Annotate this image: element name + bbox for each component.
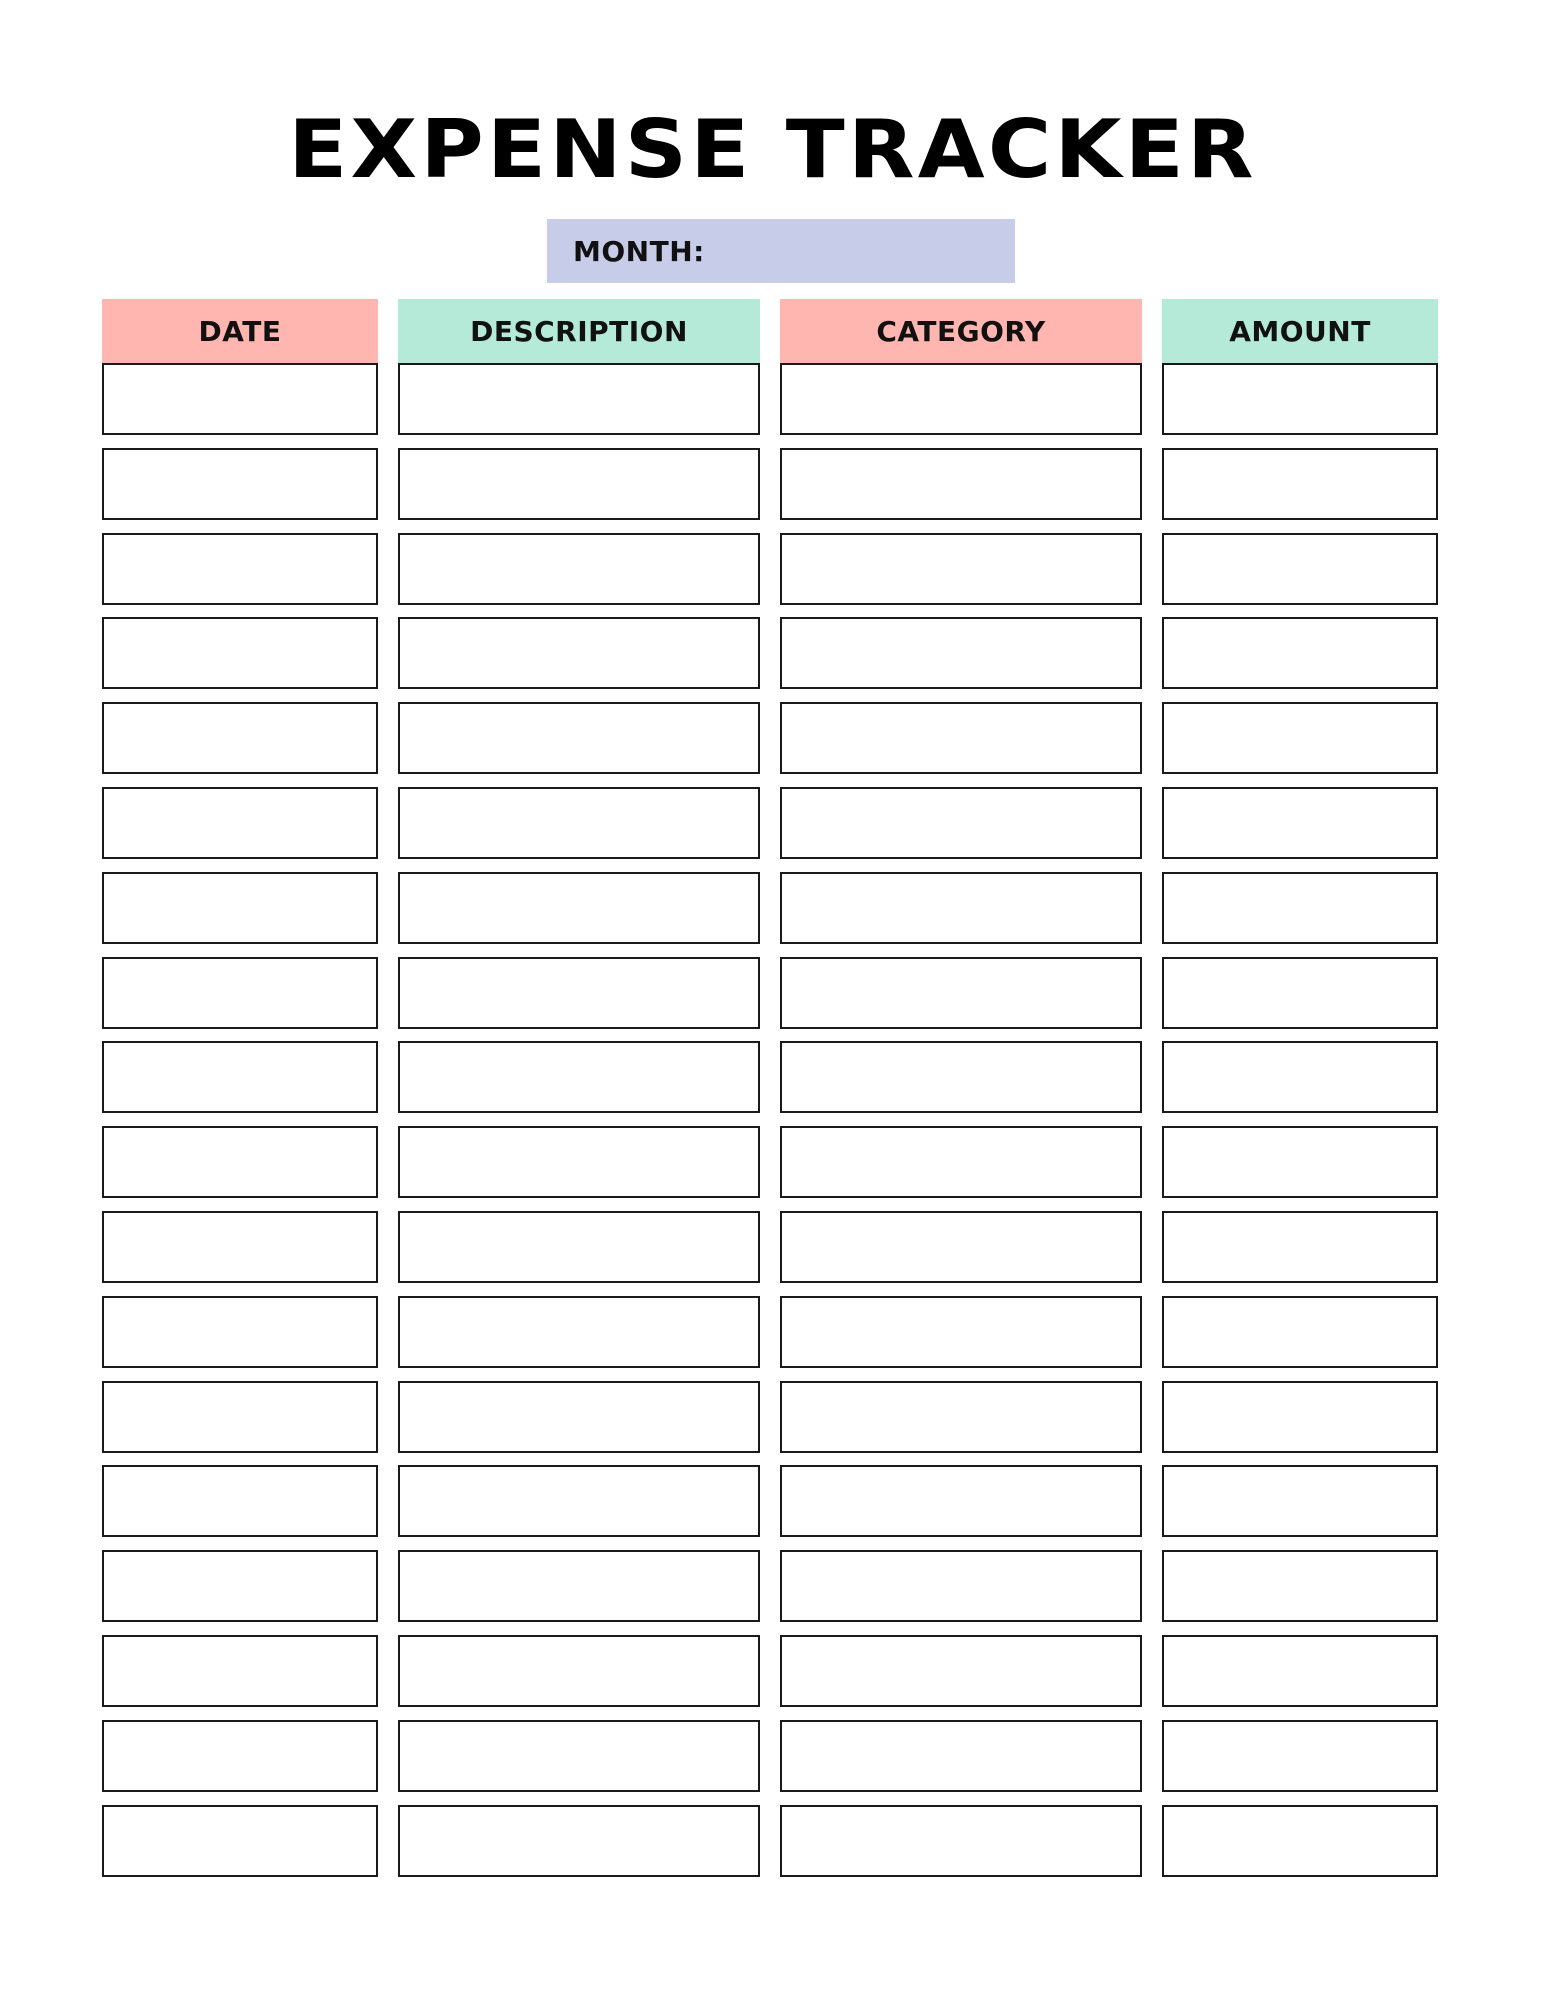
- table-cell-category[interactable]: [780, 1126, 1142, 1198]
- page-title: EXPENSE TRACKER: [288, 103, 1257, 196]
- table-cell-date[interactable]: [102, 1805, 378, 1877]
- table-cell-date[interactable]: [102, 448, 378, 520]
- table-cell-date[interactable]: [102, 617, 378, 689]
- table-cell-amount[interactable]: [1162, 1465, 1438, 1537]
- table-cell-amount[interactable]: [1162, 702, 1438, 774]
- table-cell-description[interactable]: [398, 957, 760, 1029]
- table-cell-date[interactable]: [102, 872, 378, 944]
- table-cell-category[interactable]: [780, 1805, 1142, 1877]
- table-cell-category[interactable]: [780, 1635, 1142, 1707]
- table-cell-description[interactable]: [398, 702, 760, 774]
- table-cell-category[interactable]: [780, 1465, 1142, 1537]
- table-cell-amount[interactable]: [1162, 533, 1438, 605]
- table-cell-description[interactable]: [398, 1465, 760, 1537]
- table-cell-description[interactable]: [398, 617, 760, 689]
- table-cell-amount[interactable]: [1162, 617, 1438, 689]
- table-cell-category[interactable]: [780, 1550, 1142, 1622]
- table-cell-category[interactable]: [780, 1041, 1142, 1113]
- table-cell-date[interactable]: [102, 363, 378, 435]
- table-cell-description[interactable]: [398, 1041, 760, 1113]
- table-cell-date[interactable]: [102, 1041, 378, 1113]
- table-cell-description[interactable]: [398, 1550, 760, 1622]
- table-cell-date[interactable]: [102, 1550, 378, 1622]
- month-field[interactable]: [547, 219, 1015, 283]
- table-cell-category[interactable]: [780, 1720, 1142, 1792]
- table-cell-amount[interactable]: [1162, 448, 1438, 520]
- table-cell-amount[interactable]: [1162, 363, 1438, 435]
- table-cell-description[interactable]: [398, 1635, 760, 1707]
- table-cell-description[interactable]: [398, 533, 760, 605]
- table-cell-amount[interactable]: [1162, 1041, 1438, 1113]
- table-cell-category[interactable]: [780, 787, 1142, 859]
- table-cell-amount[interactable]: [1162, 957, 1438, 1029]
- table-cell-date[interactable]: [102, 1126, 378, 1198]
- table-cell-amount[interactable]: [1162, 1126, 1438, 1198]
- table-cell-description[interactable]: [398, 872, 760, 944]
- table-cell-date[interactable]: [102, 533, 378, 605]
- table-cell-amount[interactable]: [1162, 872, 1438, 944]
- column-header-description: DESCRIPTION: [398, 299, 760, 363]
- column-header-date: DATE: [102, 299, 378, 363]
- table-cell-date[interactable]: [102, 1211, 378, 1283]
- month-label: MONTH:: [573, 234, 705, 268]
- table-cell-category[interactable]: [780, 872, 1142, 944]
- table-cell-description[interactable]: [398, 1805, 760, 1877]
- table-cell-date[interactable]: [102, 1465, 378, 1537]
- table-cell-amount[interactable]: [1162, 1381, 1438, 1453]
- table-cell-amount[interactable]: [1162, 787, 1438, 859]
- table-cell-category[interactable]: [780, 363, 1142, 435]
- table-cell-category[interactable]: [780, 533, 1142, 605]
- table-cell-amount[interactable]: [1162, 1211, 1438, 1283]
- table-cell-category[interactable]: [780, 617, 1142, 689]
- table-cell-date[interactable]: [102, 1635, 378, 1707]
- table-cell-description[interactable]: [398, 448, 760, 520]
- table-cell-category[interactable]: [780, 1381, 1142, 1453]
- table-cell-description[interactable]: [398, 787, 760, 859]
- table-cell-description[interactable]: [398, 1211, 760, 1283]
- table-cell-amount[interactable]: [1162, 1805, 1438, 1877]
- table-cell-category[interactable]: [780, 957, 1142, 1029]
- table-cell-date[interactable]: [102, 957, 378, 1029]
- table-cell-date[interactable]: [102, 702, 378, 774]
- table-cell-date[interactable]: [102, 787, 378, 859]
- table-cell-amount[interactable]: [1162, 1296, 1438, 1368]
- table-cell-category[interactable]: [780, 1296, 1142, 1368]
- table-cell-date[interactable]: [102, 1381, 378, 1453]
- table-cell-description[interactable]: [398, 363, 760, 435]
- table-cell-description[interactable]: [398, 1720, 760, 1792]
- column-header-category: CATEGORY: [780, 299, 1142, 363]
- table-cell-amount[interactable]: [1162, 1550, 1438, 1622]
- table-cell-amount[interactable]: [1162, 1635, 1438, 1707]
- table-cell-category[interactable]: [780, 448, 1142, 520]
- table-cell-description[interactable]: [398, 1126, 760, 1198]
- table-cell-description[interactable]: [398, 1296, 760, 1368]
- table-cell-date[interactable]: [102, 1296, 378, 1368]
- table-cell-category[interactable]: [780, 1211, 1142, 1283]
- table-cell-amount[interactable]: [1162, 1720, 1438, 1792]
- column-header-amount: AMOUNT: [1162, 299, 1438, 363]
- table-cell-category[interactable]: [780, 702, 1142, 774]
- table-cell-description[interactable]: [398, 1381, 760, 1453]
- table-cell-date[interactable]: [102, 1720, 378, 1792]
